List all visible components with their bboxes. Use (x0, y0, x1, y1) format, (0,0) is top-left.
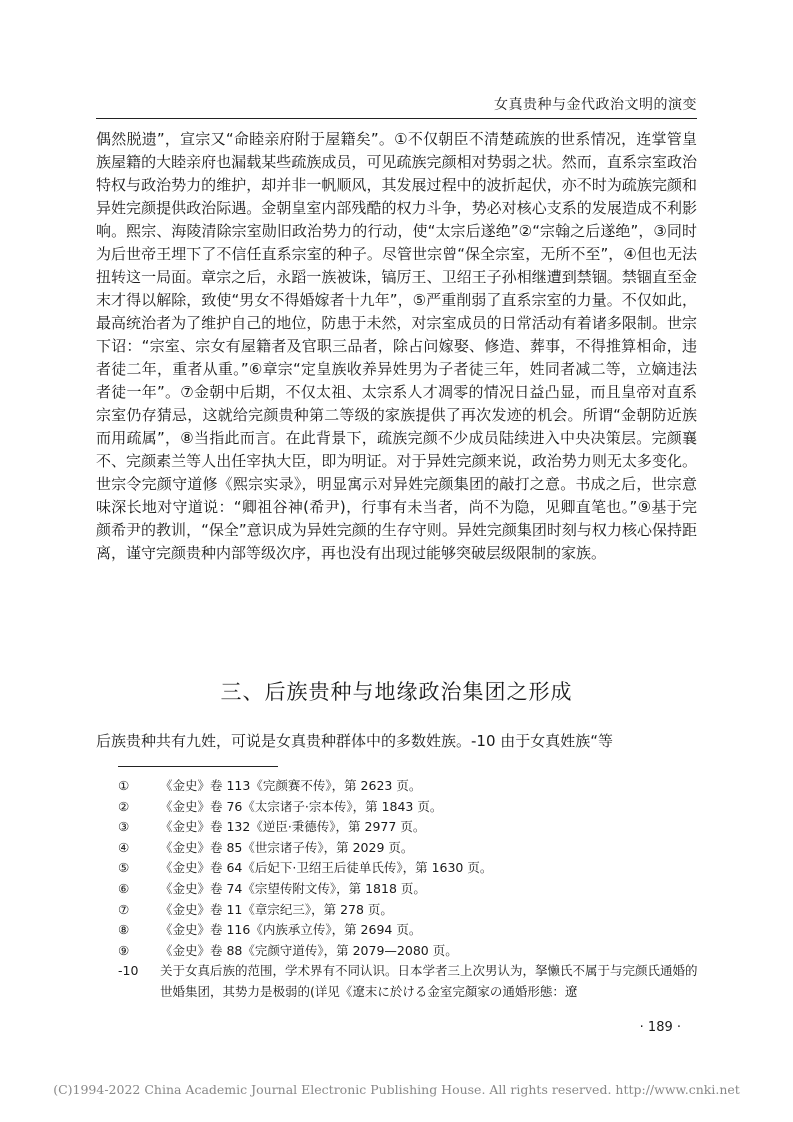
footnote-mark: ⑨ (118, 942, 130, 958)
section-first-paragraph: 后族贵种共有九姓，可说是女真贵种群体中的多数姓族。-10 由于女真姓族“等 (96, 732, 614, 750)
footnote-text: 关于女真后族的范围，学术界有不同认识。日本学者三上次男认为，拏懒氏不属于与完颜氏通婚的世婚集团，其势力是极弱的(详见《遼末に於ける金室完顏家の通婚形態：遼 (160, 963, 698, 999)
footnote-text: 《金史》卷 11《章宗纪三》，第 278 页。 (160, 901, 393, 917)
footnote-text: 《金史》卷 76《太宗诸子·宗本传》，第 1843 页。 (160, 798, 443, 814)
footnote (118, 879, 698, 900)
footnote-text: 《金史》卷 74《宗望传附文传》，第 1818 页。 (160, 880, 426, 896)
footnote-text: 《金史》卷 132《逆臣·秉德传》，第 2977 页。 (160, 819, 426, 835)
footnote (118, 900, 698, 921)
running-head: 女真贵种与金代政治文明的演变 (494, 97, 697, 113)
footnote-mark: ④ (118, 839, 130, 855)
footnote-text: 《金史》卷 88《完颜守道传》，第 2079—2080 页。 (160, 942, 458, 958)
footnote (118, 941, 698, 962)
section-title: 三、后族贵种与地缘政治集团之形成 (220, 680, 573, 704)
footnote-mark: ① (118, 778, 130, 793)
footnote-rule (118, 766, 278, 767)
page-number: · 189 · (639, 1020, 681, 1035)
footnote-text: 《金史》卷 64《后妃下·卫绍王后徒单氏传》，第 1630 页。 (160, 860, 493, 876)
header-rule (96, 118, 697, 119)
footnote-text: 《金史》卷 116《内族承立传》，第 2694 页。 (160, 922, 422, 938)
footnote (118, 797, 698, 818)
footnotes (118, 776, 698, 1003)
footnote-mark: -10 (118, 963, 139, 979)
footnote-mark: ⑦ (118, 901, 130, 917)
footnote-text: 《金史》卷 85《世宗诸子传》，第 2029 页。 (160, 839, 414, 855)
footnote-mark: ⑤ (118, 860, 130, 876)
footnote (118, 920, 698, 941)
body-paragraph: 偶然脱遗”，宣宗又“命睦亲府附于屋籍矣”。①不仅朝臣不清楚疏族的世系情况，连掌管皇族屋籍的大睦亲府也漏载某些疏族成员，可见疏族完颜相对势弱之状。然而，直系宗室政治特权与政治势力的维护，却并非一帆顺风，其发展过程中的波折起伏，亦不时为疏族完颜和异姓完颜提供政治际遇。金朝皇室内部残酷的权力斗争，势必对核心支系的发展造成不利影响。熙宗、海陵清除宗室勋旧政治势力的行动，使“太宗后遂绝”②“宗翰之后遂绝”，③同时为后世帝王埋下了不信任直系宗室的种子。尽管世宗曾“保全宗室，无所不至”，④但也无法扭转这一局面。章宗之后，永蹈一族被诛，镐厉王、卫绍王子孙相继遭到禁锢。禁锢直至金末才得以解除，致使“男女不得婚嫁者十九年”，⑤严重削弱了直系宗室的力量。不仅如此，最高统治者为了维护自己的地位，防患于未然，对宗室成员的日常活动有着诸多限制。世宗下诏：“宗室、宗女有屋籍者及官职三品者，除占问嫁娶、修造、葬事，不得推算相命，违者徒二年，重者从重。”⑥章宗“定皇族收养异姓男为子者徒三年，姓同者减二等，立嫡违法者徒一年”。⑦金朝中后期，不仅太祖、太宗系人才凋零的情况日益凸显，而且皇帝对直系宗室仍存猜忌，这就给完颜贵种第二等级的家族提供了再次发迹的机会。所谓“金朝防近族而用疏属”，⑧当指此而言。在此背景下，疏族完颜不少成员陆续进入中央决策层。完颜襄不、完颜素兰等人出任宰执大臣，即为明证。对于异姓完颜来说，政治势力则无太多变化。世宗令完颜守道修《熙宗实录》，明显寓示对异姓完颜集团的敲打之意。书成之后，世宗意味深长地对守道说：“卿祖谷神(希尹)，行事有未当者，尚不为隐，见卿直笔也。”⑨基于完颜希尹的教训，“保全”意识成为异姓完颜的生存守则。异姓完颜集团时刻与权力核心保持距离，谨守完颜贵种内部等级次序，再也没有出现过能够突破层级限制的家族。 (96, 130, 697, 562)
copyright-watermark: (C)1994-2022 China Academic Journal Electronic Publishing House. All rights reserved. http://www.cnki.net (53, 1082, 740, 1097)
section-paragraph (96, 730, 697, 753)
footnote-mark: ③ (118, 819, 130, 835)
footnote (118, 838, 698, 859)
footnote-mark: ② (118, 798, 130, 814)
footnote (118, 961, 698, 1002)
footnote (118, 817, 698, 838)
footnote-text: 《金史》卷 113《完颜赛不传》，第 2623 页。 (160, 778, 422, 793)
footnote-mark: ⑥ (118, 880, 130, 896)
footnote-mark: ⑧ (118, 922, 130, 938)
body-text (96, 128, 697, 565)
footnote (118, 776, 698, 797)
footnote (118, 858, 698, 879)
